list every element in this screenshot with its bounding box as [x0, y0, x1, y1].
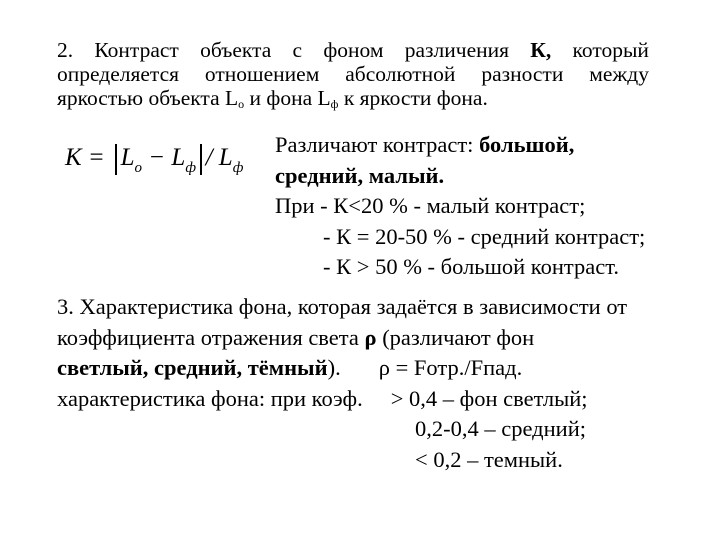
- formula-minus: −: [142, 144, 172, 172]
- subscript-o: o: [238, 97, 245, 111]
- word: объекта: [200, 38, 272, 62]
- abs-bar-left: [115, 144, 117, 175]
- contrast-block: [275, 130, 645, 283]
- bold-text: светлый, средний, тёмный: [57, 355, 328, 380]
- section3-line1: 3. Характеристика фона, которая задаётся в зависимости от: [57, 294, 628, 319]
- formula-L-object: L: [120, 144, 135, 172]
- formula-sub-f: ф: [185, 160, 196, 177]
- word: который: [572, 38, 649, 62]
- contrast-rule-medium: - К = 20-50 % - средний контраст;: [323, 223, 646, 249]
- contrast-types: средний, малый.: [275, 162, 445, 188]
- word: абсолютной: [345, 62, 456, 86]
- section2-line1: [57, 38, 649, 62]
- subscript-f: ф: [330, 97, 339, 111]
- contrast-formula: [65, 144, 243, 177]
- formula-L-background-2: L: [218, 144, 233, 172]
- text: характеристика фона: при коэф.: [57, 385, 363, 411]
- text: и фона L: [244, 86, 331, 110]
- section3-line2: [57, 323, 627, 354]
- word: разности: [481, 62, 564, 86]
- text: Различают контраст:: [275, 132, 480, 157]
- text: коэффициента отражения света: [57, 324, 365, 350]
- abs-bar-right: [200, 144, 202, 175]
- word: 2.: [57, 38, 74, 62]
- contrast-rule-large: - К > 50 % - большой контраст.: [323, 254, 619, 279]
- section3-line3: [57, 353, 627, 384]
- section2-line3: [57, 86, 649, 116]
- text: к яркости фона.: [338, 86, 488, 110]
- section3-line5: 0,2-0,4 – средний;: [415, 416, 586, 441]
- bold-text: большой,: [479, 132, 575, 157]
- contrast-intro: [275, 130, 645, 161]
- section2-line2: [57, 62, 649, 86]
- contrast-rule-small: При - К<20 % - малый контраст;: [275, 193, 586, 218]
- word: Контраст: [94, 38, 179, 62]
- section3-line4: [57, 384, 627, 415]
- formula-lhs: K =: [65, 144, 112, 172]
- word: различения: [404, 38, 510, 62]
- word: с: [292, 38, 303, 62]
- formula-sub-f-2: ф: [232, 160, 244, 177]
- word: фоном: [323, 38, 384, 62]
- rho-symbol: ρ: [364, 324, 377, 350]
- word: между: [589, 62, 649, 86]
- text: (различают фон: [376, 324, 535, 350]
- text: яркостью объекта L: [57, 86, 239, 110]
- section3-line6: < 0,2 – темный.: [415, 446, 563, 472]
- word: определяется: [57, 62, 179, 86]
- formula-divide: /: [205, 144, 219, 172]
- word: К,: [530, 38, 552, 62]
- section3-paragraph: [57, 292, 627, 475]
- rho-formula: ρ = Fотр./Fпад.: [378, 355, 523, 380]
- text: > 0,4 – фон светлый;: [390, 385, 588, 411]
- text: ).: [327, 355, 341, 380]
- section2-paragraph: [57, 38, 649, 116]
- formula-sub-o: o: [134, 160, 143, 177]
- word: отношением: [204, 62, 320, 86]
- formula-L-background: L: [171, 144, 186, 172]
